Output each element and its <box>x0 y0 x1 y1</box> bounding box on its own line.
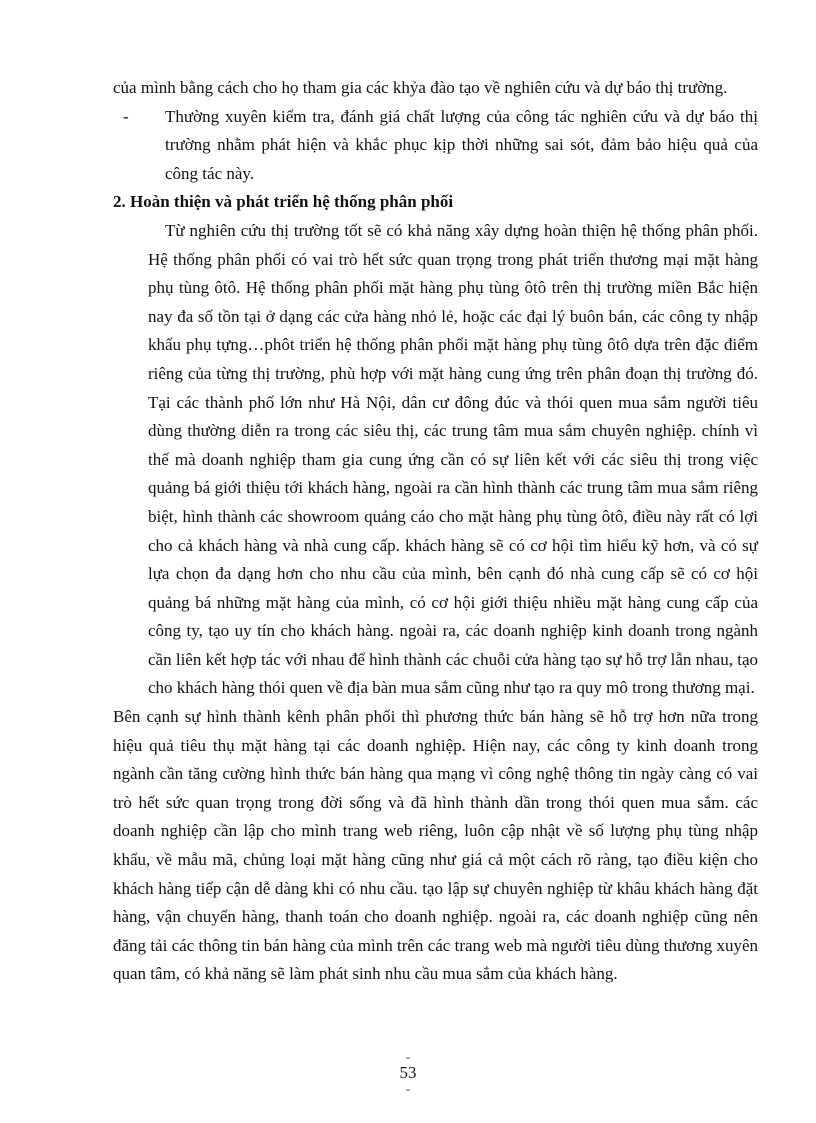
page-number: 53 <box>399 1063 417 1082</box>
bullet-item <box>113 103 758 189</box>
footer-dash-bottom: - <box>406 1082 410 1096</box>
footer-dash-top: - <box>406 1050 410 1064</box>
page-footer <box>0 1050 816 1096</box>
document-body <box>113 74 758 989</box>
bullet-text: Thường xuyên kiểm tra, đánh giá chất lượng của công tác nghiên cứu và dự báo thị trường nhằm phát hiện và khắc phục kịp thời những sai sót, đảm bảo hiệu quả của công tác này. <box>165 106 758 183</box>
paragraph-sales-method: Bên cạnh sự hình thành kênh phân phối thì phương thức bán hàng sẽ hỗ trợ hơn nữa trong hiệu quả tiêu thụ mặt hàng tại các doanh nghiệp. Hiện nay, các công ty kinh doanh trong ngành cần tăng cường hình thức bán hàng qua mạng vì công nghệ thông tin ngày càng có vai trò hết sức quan trọng trong đời sống và đã hình thành dần trong thói quen mua sắm. các doanh nghiệp cần lập cho mình trang web riêng, luôn cập nhật về số lượng phụ tùng nhập khẩu, về mẫu mã, chủng loại mặt hàng cũng như giá cả một cách rõ ràng, tạo điều kiện cho khách hàng tiếp cận dễ dàng khi có nhu cầu. tạo lập sự chuyên nghiệp từ khâu khách hàng đặt hàng, vận chuyển hàng, thanh toán cho doanh nghiệp. ngoài ra, các doanh nghiệp cũng nên đăng tải các thông tin bán hàng của mình trên các trang web mà người tiêu dùng thương xuyên quan tâm, có khả năng sẽ làm phát sinh nhu cầu mua sắm của khách hàng. <box>113 707 758 984</box>
paragraph-distribution-text: Từ nghiên cứu thị trường tốt sẽ có khả năng xây dựng hoàn thiện hệ thống phân phối. Hệ thống phân phối có vai trò hết sức quan trọng trong phát triển thương mại mặt hàng phụ tùng ôtô. Hệ thống phân phối mặt hàng phụ tùng ôtô trên thị trường miền Bắc hiện nay đa số tồn tại ở dạng các cửa hàng nhỏ lẻ, hoặc các đại lý buôn bán, các công ty nhập khẩu phụ tựng…phôt triển hệ thống phân phối mặt hàng phụ tùng ôtô dựa trên đặc điểm riêng của từng thị trường, phù hợp với mặt hàng cung ứng trên phân đoạn thị trường đó. Tại các thành phố lớn như Hà Nội, dân cư đông đúc và thói quen mua sắm người tiêu dùng thường diễn ra trong các siêu thị, các trung tâm mua sắm chuyên nghiệp. chính vì thế mà doanh nghiệp tham gia cung ứng cần có sự liên kết với các siêu thị trong việc quảng bá giới thiệu tới khách hàng, ngoài ra cần hình thành các trung tâm mua sắm riêng biệt, hình thành các showroom quảng cáo cho mặt hàng phụ tùng ôtô, điều này rất có lợi cho cả khách hàng và nhà cung cấp. khách hàng sẽ có cơ hội tìm hiểu kỹ hơn, và có sự lựa chọn đa dạng hơn cho nhu cầu của mình, bên cạnh đó nhà cung cấp sẽ có cơ hội quảng bá những mặt hàng của mình, có cơ hội giới thiệu nhiều mặt hàng cung cấp của công ty, tạo uy tín cho khách hàng. ngoài ra, các doanh nghiệp kinh doanh trong ngành cần liên kết hợp tác với nhau để hình thành các chuỗi cửa hàng tạo sự hỗ trợ lẫn nhau, tạo cho khách hàng thói quen về địa bàn mua sắm cũng như tạo ra quy mô trong thương mại. <box>148 220 758 698</box>
bullet-dash: - <box>123 106 129 126</box>
paragraph-distribution <box>113 217 758 703</box>
section-heading: 2. Hoàn thiện và phát triển hệ thống phân phối <box>113 192 454 212</box>
paragraph-continuation: của mình bằng cách cho họ tham gia các khỷa đào tạo về nghiên cứu và dự báo thị trường. <box>113 78 728 97</box>
